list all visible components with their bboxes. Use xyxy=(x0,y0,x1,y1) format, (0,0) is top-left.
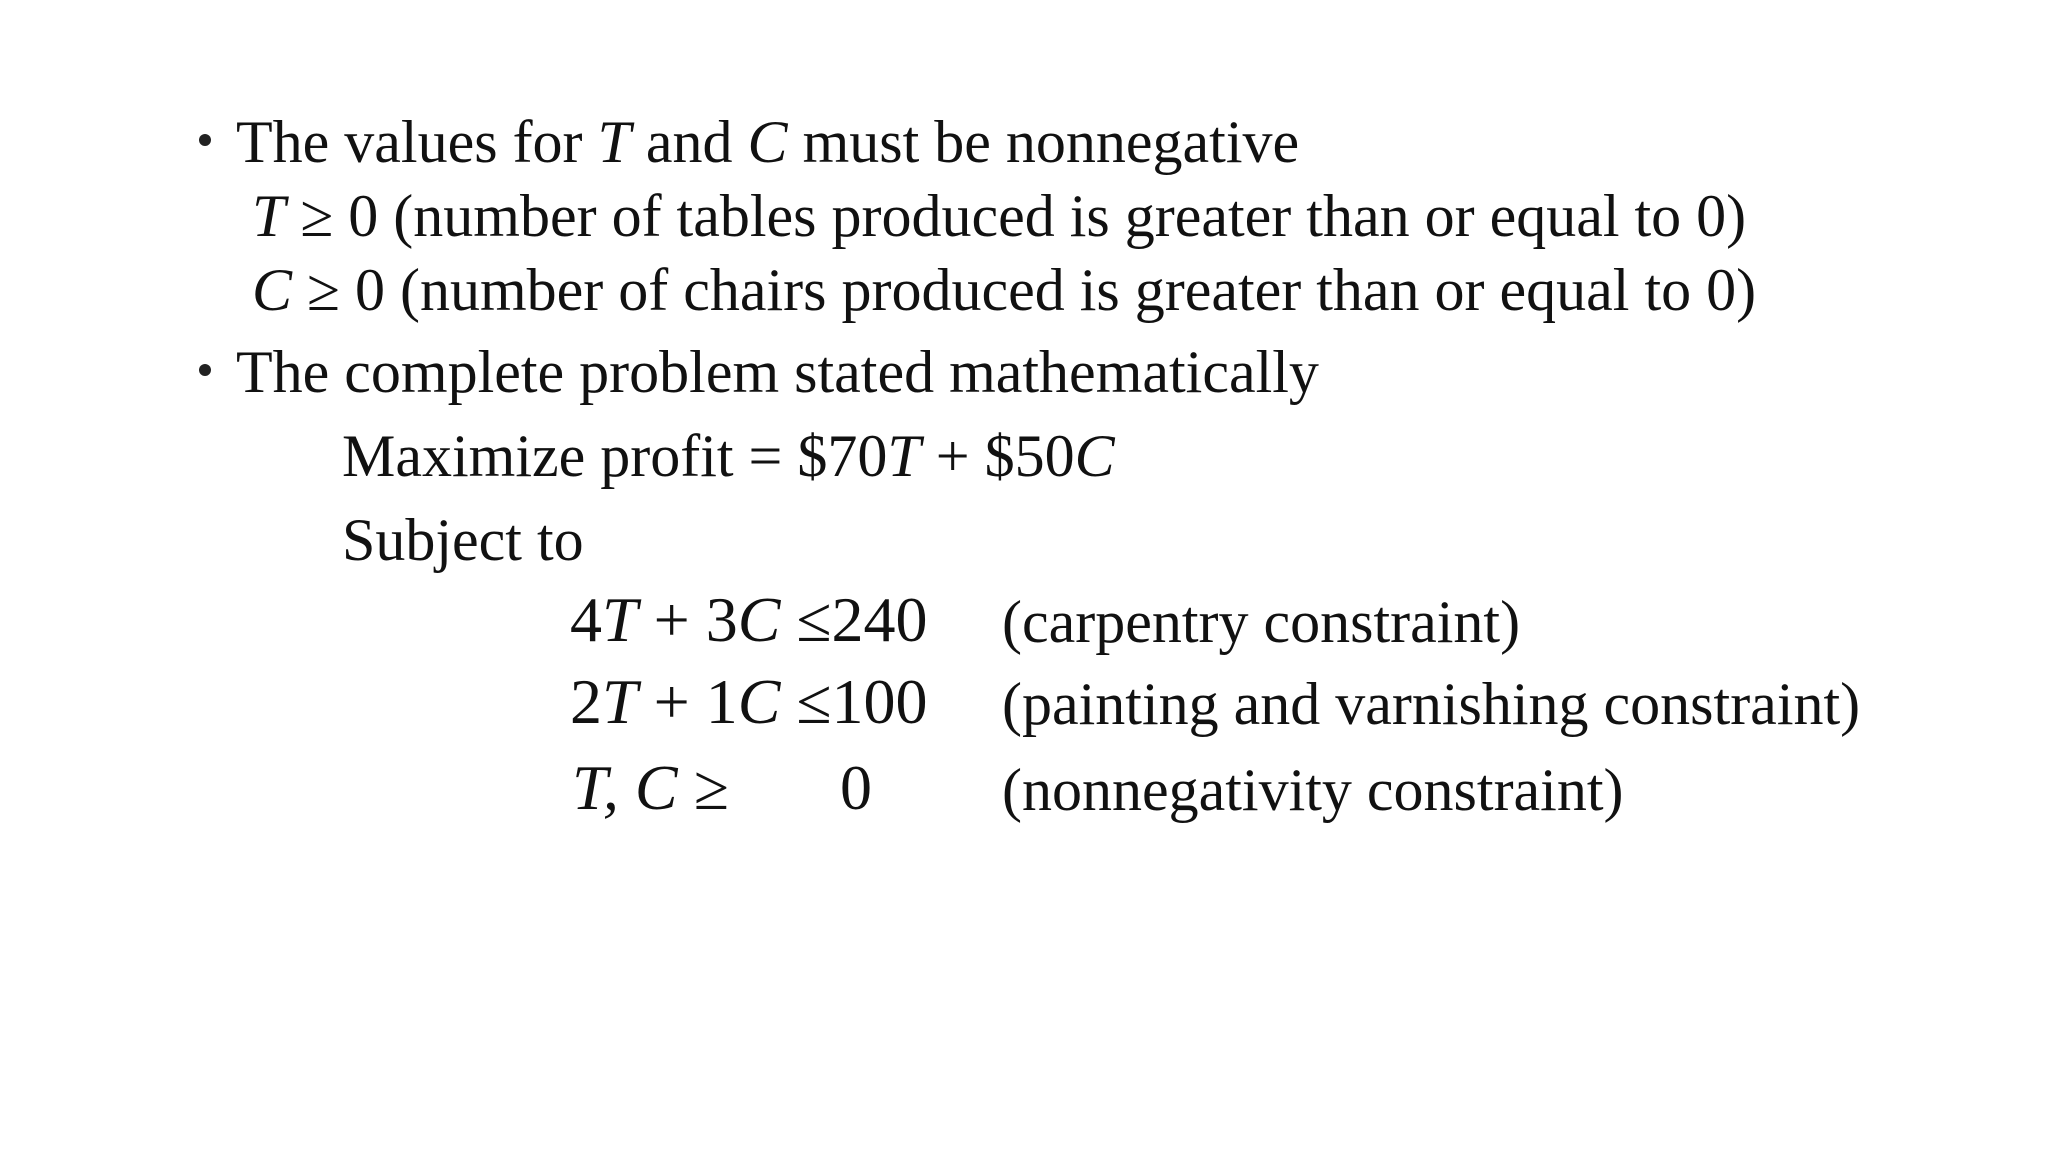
painting-var-t: T xyxy=(602,666,638,737)
carpentry-coef-c: + 3 xyxy=(637,584,738,655)
carpentry-constraint-label: (carpentry constraint) xyxy=(1002,589,1521,655)
carpentry-var-t: T xyxy=(602,584,638,655)
nonnegativity-constraint-lhs: T, C ≥ xyxy=(572,752,729,823)
bullet-2-text: The complete problem stated mathematically xyxy=(236,339,1319,405)
bullet-1-var-t: T xyxy=(597,109,631,175)
painting-coef-c: + 1 xyxy=(637,666,738,737)
carpentry-rhs: ≤240 xyxy=(780,584,928,655)
carpentry-constraint-expr xyxy=(570,584,928,655)
bullet-1-part-a: The values for xyxy=(236,109,598,175)
carpentry-coef-t: 4 xyxy=(570,584,602,655)
painting-var-c: C xyxy=(737,666,781,737)
bullet-1-part-c: must be nonnegative xyxy=(787,109,1300,175)
chairs-var: C xyxy=(252,257,293,323)
subject-to-label: Subject to xyxy=(342,507,584,573)
bullet-1-dot xyxy=(199,134,211,146)
tables-nonneg-text: ≥ 0 (number of tables produced is greater than or equal to 0) xyxy=(285,183,1747,249)
objective-line xyxy=(342,423,1115,489)
carpentry-var-c: C xyxy=(737,584,781,655)
tables-var: T xyxy=(252,183,286,249)
objective-var-c: C xyxy=(1074,423,1115,489)
painting-rhs: ≤100 xyxy=(780,666,928,737)
chairs-nonneg-line xyxy=(252,257,1757,323)
painting-constraint-label: (painting and varnishing constraint) xyxy=(1002,671,1861,737)
tables-nonneg-line xyxy=(252,183,1747,249)
nonnegativity-constraint-label: (nonnegativity constraint) xyxy=(1002,757,1624,823)
nonnegativity-constraint-rhs: 0 xyxy=(840,752,872,823)
objective-mid: + $50 xyxy=(920,423,1075,489)
objective-prefix: Maximize profit = $70 xyxy=(342,423,888,489)
bullet-1-var-c: C xyxy=(747,109,788,175)
chairs-nonneg-text: ≥ 0 (number of chairs produced is greater than or equal to 0) xyxy=(292,257,1757,323)
painting-constraint-expr xyxy=(570,666,928,737)
bullet-1-text xyxy=(236,109,1300,175)
bullet-2-dot xyxy=(199,364,211,376)
objective-var-t: T xyxy=(887,423,921,489)
painting-coef-t: 2 xyxy=(570,666,602,737)
bullet-1-part-b: and xyxy=(630,109,748,175)
